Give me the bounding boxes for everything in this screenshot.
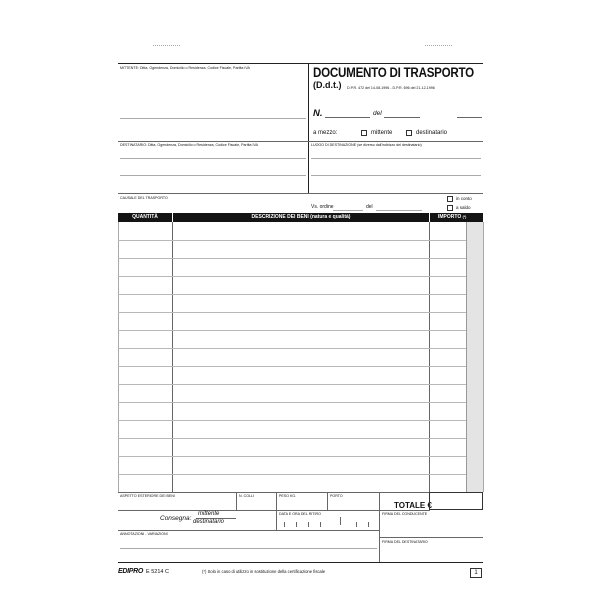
mittente-check-label: mittente <box>371 130 393 136</box>
table-row-line[interactable] <box>118 312 466 313</box>
table-row-line[interactable] <box>118 384 466 385</box>
table-row-line[interactable] <box>118 456 466 457</box>
destinatario-check-label: destinatario <box>416 130 448 136</box>
doc-title: DOCUMENTO DI TRASPORTO <box>313 65 474 80</box>
footer-div-4 <box>379 492 380 562</box>
table-row-line[interactable] <box>118 474 466 475</box>
data-ora-label: DATA E ORA DEL RITIRO <box>279 512 321 516</box>
table-left-border <box>118 222 119 492</box>
date-tick <box>356 522 357 527</box>
date-tick <box>296 522 297 527</box>
date-tick <box>368 522 369 527</box>
table-row-line[interactable] <box>118 438 466 439</box>
page-number-box <box>470 568 482 578</box>
table-row-line[interactable] <box>118 240 466 241</box>
vs-ordine-label: Vs. ordine <box>311 204 334 210</box>
totale-label: TOTALE € <box>394 501 432 510</box>
date-tick <box>308 522 309 527</box>
col-importo-note: (*) <box>462 215 467 219</box>
in-conto-label: in conto <box>456 196 472 201</box>
number-field[interactable] <box>325 117 370 118</box>
in-conto-checkbox[interactable] <box>447 196 453 202</box>
consegna-destinatario: destinatario <box>193 519 225 525</box>
luogo-line-2[interactable] <box>311 175 481 176</box>
table-row-line[interactable] <box>118 420 466 421</box>
form-bottom-border <box>118 562 483 563</box>
a-saldo-label: a saldo <box>456 205 471 210</box>
date-tick <box>340 517 341 525</box>
mittente-line-1[interactable] <box>120 118 306 119</box>
mittente-label: MITTENTE: Ditta, Ogendenza, Domicilio o Residenza, Codice Fiscale, Partita IVA <box>120 66 250 70</box>
table-row-line[interactable] <box>118 258 466 259</box>
table-row-line[interactable] <box>118 330 466 331</box>
n-colli-label: N. COLLI <box>239 494 254 498</box>
footer-line-3 <box>118 530 379 531</box>
product-code: E 5214 C <box>146 569 169 575</box>
destinatario-line-1[interactable] <box>120 158 306 159</box>
date-field-2[interactable] <box>457 117 482 118</box>
table-row-line[interactable] <box>118 366 466 367</box>
section-line-2 <box>118 193 483 194</box>
top-mark-left <box>153 45 180 46</box>
peso-label: PESO KG. <box>279 494 297 498</box>
col-descrizione-header: DESCRIZIONE DEI BENI (natura e qualità) <box>173 213 429 222</box>
header-divider <box>308 63 309 193</box>
brand-logo: EDIPRO <box>118 568 144 575</box>
table-row-line[interactable] <box>118 402 466 403</box>
consegna-label: Consegna: <box>160 515 192 522</box>
porto-label: PORTO <box>330 494 343 498</box>
consegna-mittente: mittente <box>198 511 220 517</box>
footnote: (*) Solo in caso di utilizzo in sostituzione della certificazione fiscale <box>202 569 326 574</box>
date-tick <box>320 522 321 527</box>
table-row-line[interactable] <box>118 348 466 349</box>
luogo-line-1[interactable] <box>311 158 481 159</box>
col-importo-header <box>430 213 483 222</box>
footer-div-1 <box>236 492 237 510</box>
annotazioni-line[interactable] <box>120 548 377 549</box>
destinatario-checkbox[interactable] <box>406 130 412 136</box>
firma-destinatario-label: FIRMA DEL DESTINATARIO <box>382 540 428 544</box>
date-tick <box>284 522 285 527</box>
mittente-checkbox[interactable] <box>361 130 367 136</box>
top-mark-right <box>425 45 452 46</box>
footer-line-2 <box>118 510 430 511</box>
aspetto-label: ASPETTO ESTERIORE DEI BENI <box>120 494 175 498</box>
doc-subtitle: (D.d.t.) <box>313 80 342 90</box>
date-field[interactable] <box>384 117 420 118</box>
firma-conducente-label: FIRMA DEL CONDUCENTE <box>382 512 428 516</box>
number-label: N. <box>313 108 323 119</box>
date-label: del <box>373 110 382 117</box>
table-right-border <box>483 222 484 492</box>
firma-line <box>379 537 483 538</box>
col-divider-2 <box>429 222 430 492</box>
totale-box[interactable] <box>429 492 483 510</box>
vs-del-field[interactable] <box>376 210 422 211</box>
a-saldo-checkbox[interactable] <box>447 205 453 211</box>
section-line-1 <box>118 141 483 142</box>
col-importo-label: IMPORTO <box>438 214 462 220</box>
mezzo-label: a mezzo: <box>313 130 338 136</box>
footer-div-2 <box>276 492 277 530</box>
page-number: 1 <box>474 570 478 576</box>
col-divider-3 <box>466 222 467 492</box>
vs-ordine-field[interactable] <box>333 210 363 211</box>
col-quantita-header: QUANTITÀ <box>118 213 172 222</box>
causale-label: CAUSALE DEL TRASPORTO <box>120 196 168 200</box>
destinatario-line-2[interactable] <box>120 175 306 176</box>
col-divider-1 <box>172 222 173 492</box>
importo-shaded-column <box>466 222 483 492</box>
footer-div-3 <box>327 492 328 510</box>
doc-law: D.P.R. 472 del 14-08-1996 - D.P.R. 696 del 21-12-1996 <box>347 86 435 90</box>
vs-del-label: del <box>366 204 373 210</box>
destinatario-label: DESTINATARIO: Ditta, Ogendenza, Domicilio o Residenza, Codice Fiscale, Partita IVA <box>120 143 259 147</box>
annotazioni-label: ANNOTAZIONI - VARIAZIONI <box>120 532 168 536</box>
form-top-border <box>118 63 483 64</box>
table-row-line[interactable] <box>118 276 466 277</box>
table-row-line[interactable] <box>118 294 466 295</box>
luogo-label: LUOGO DI DESTINAZIONE (se diverso dall'indirizzo del destinatario) <box>311 143 422 147</box>
